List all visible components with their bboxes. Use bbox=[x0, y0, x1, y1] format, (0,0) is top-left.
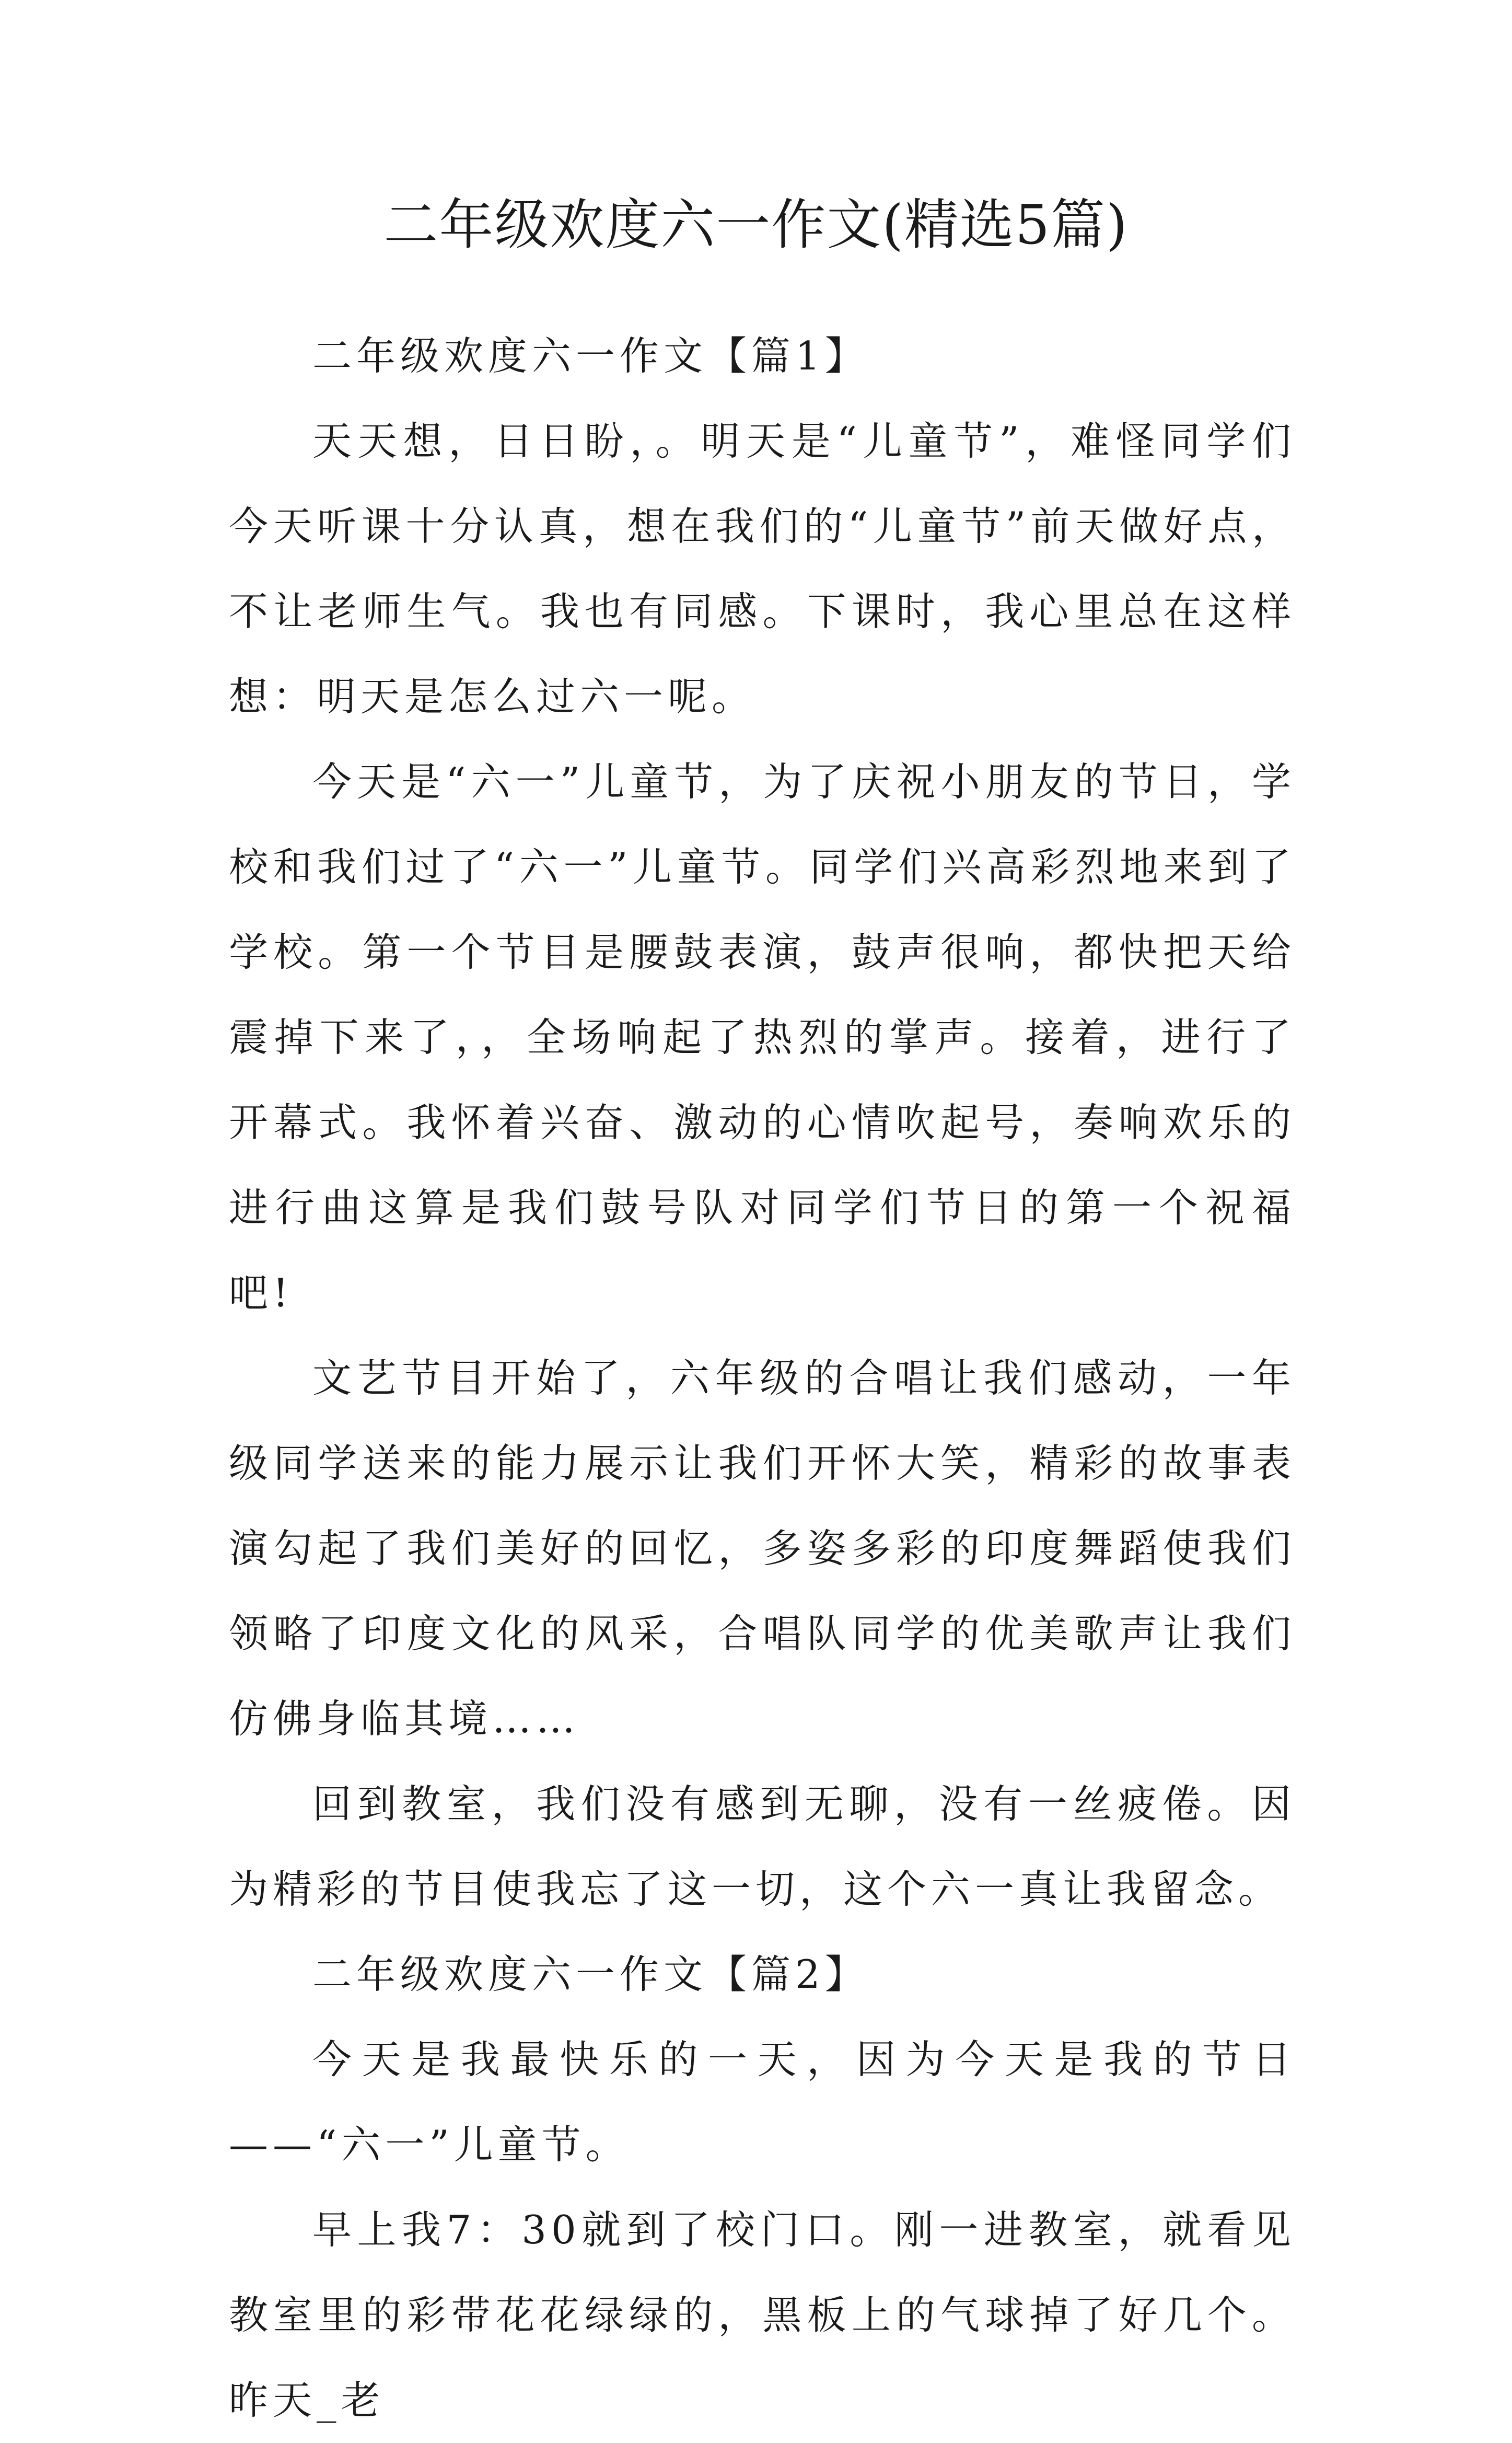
paragraph: 文艺节目开始了，六年级的合唱让我们感动，一年级同学送来的能力展示让我们开怀大笑，精彩的故事表演勾起了我们美好的回忆，多姿多彩的印度舞蹈使我们领略了印度文化的风采，合唱队同学的优美歌声让我们仿佛身临其境…… bbox=[229, 1355, 1296, 1742]
document-title: 二年级欢度六一作文(精选5篇) bbox=[383, 193, 1129, 257]
paragraph: 今天是“六一”儿童节，为了庆祝小朋友的节日，学校和我们过了“六一”儿童节。同学们兴高彩烈地来到了学校。第一个节目是腰鼓表演，鼓声很响，都快把天给震掉下来了，，全场响起了热烈的掌声。接着，进行了开幕式。我怀着兴奋、激动的心情吹起号，奏响欢乐的进行曲这算是我们鼓号队对同学们节日的第一个祝福吧! bbox=[229, 759, 1296, 1316]
paragraph: 今天是我最快乐的一天，因为今天是我的节日——“六一”儿童节。 bbox=[229, 2036, 1296, 2168]
document-body bbox=[229, 314, 1296, 2443]
paragraph: 回到教室，我们没有感到无聊，没有一丝疲倦。因为精彩的节目使我忘了这一切，这个六一真让我留念。 bbox=[229, 1781, 1296, 1912]
paragraph: 早上我7：30就到了校门口。刚一进教室，就看见教室里的彩带花花绿绿的，黑板上的气球掉了好几个。昨天_老 bbox=[229, 2207, 1296, 2423]
paragraph: 天天想，日日盼，。明天是“儿童节”，难怪同学们今天听课十分认真，想在我们的“儿童节”前天做好点，不让老师生气。我也有同感。下课时，我心里总在这样想：明天是怎么过六一呢。 bbox=[229, 418, 1296, 720]
section-heading-1: 二年级欢度六一作文【篇1】 bbox=[312, 333, 869, 379]
section-heading-2: 二年级欢度六一作文【篇2】 bbox=[312, 1951, 869, 1997]
